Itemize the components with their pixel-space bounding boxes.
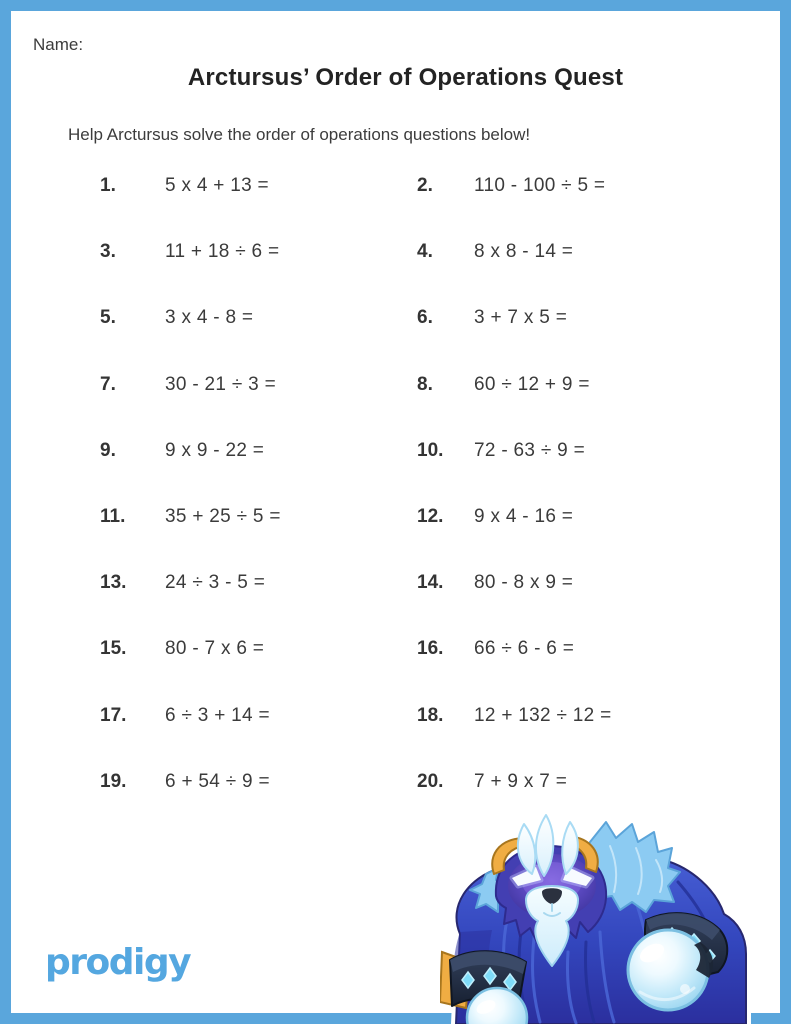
question-expression: 72 - 63 ÷ 9 = — [474, 439, 585, 461]
question-number: 19. — [100, 770, 127, 792]
question-number: 11. — [100, 505, 126, 527]
question-number: 5. — [100, 307, 116, 329]
prodigy-logo: prodigy — [45, 942, 191, 983]
question-expression: 12 + 132 ÷ 12 = — [474, 704, 612, 726]
page-title: Arctursus’ Order of Operations Quest — [187, 64, 624, 91]
question-expression: 80 - 8 x 9 = — [474, 572, 574, 594]
question-expression: 8 x 8 - 14 = — [474, 241, 574, 263]
instructions-text: Help Arctursus solve the order of operations questions below! — [68, 125, 531, 144]
question-number: 2. — [417, 175, 433, 196]
question-number: 18. — [417, 704, 444, 726]
question-number: 4. — [417, 241, 433, 263]
question-expression: 60 ÷ 12 + 9 = — [474, 373, 590, 395]
question-expression: 11 + 18 ÷ 6 = — [165, 241, 280, 263]
question-expression: 9 x 4 - 16 = — [474, 505, 574, 527]
question-number: 6. — [417, 307, 433, 329]
arctursus-bear-illustration — [440, 812, 780, 1024]
question-number: 15. — [100, 638, 127, 660]
question-expression: 9 x 9 - 22 = — [165, 439, 265, 461]
question-number: 3. — [100, 241, 116, 263]
question-expression: 3 + 7 x 5 = — [474, 307, 568, 329]
question-number: 10. — [417, 439, 444, 461]
question-number: 9. — [100, 439, 116, 461]
question-expression: 110 - 100 ÷ 5 = — [474, 175, 606, 196]
question-number: 12. — [417, 505, 444, 527]
question-expression: 6 ÷ 3 + 14 = — [165, 704, 270, 726]
question-expression: 5 x 4 + 13 = — [165, 175, 269, 196]
name-label: Name: — [33, 35, 84, 54]
question-expression: 66 ÷ 6 - 6 = — [474, 638, 575, 660]
question-number: 7. — [100, 373, 116, 395]
question-expression: 3 x 4 - 8 = — [165, 307, 254, 329]
question-number: 1. — [100, 175, 116, 196]
question-expression: 24 ÷ 3 - 5 = — [165, 572, 266, 594]
question-expression: 7 + 9 x 7 = — [474, 770, 568, 792]
question-number: 8. — [417, 373, 433, 395]
question-expression: 30 - 21 ÷ 3 = — [165, 373, 276, 395]
question-number: 14. — [417, 572, 444, 594]
question-number: 16. — [417, 638, 444, 660]
question-expression: 35 + 25 ÷ 5 = — [165, 505, 281, 527]
problems-grid — [100, 173, 760, 835]
question-number: 13. — [100, 572, 127, 594]
question-expression: 80 - 7 x 6 = — [165, 638, 265, 660]
question-number: 20. — [417, 770, 444, 792]
question-expression: 6 + 54 ÷ 9 = — [165, 770, 270, 792]
question-number: 17. — [100, 704, 127, 726]
